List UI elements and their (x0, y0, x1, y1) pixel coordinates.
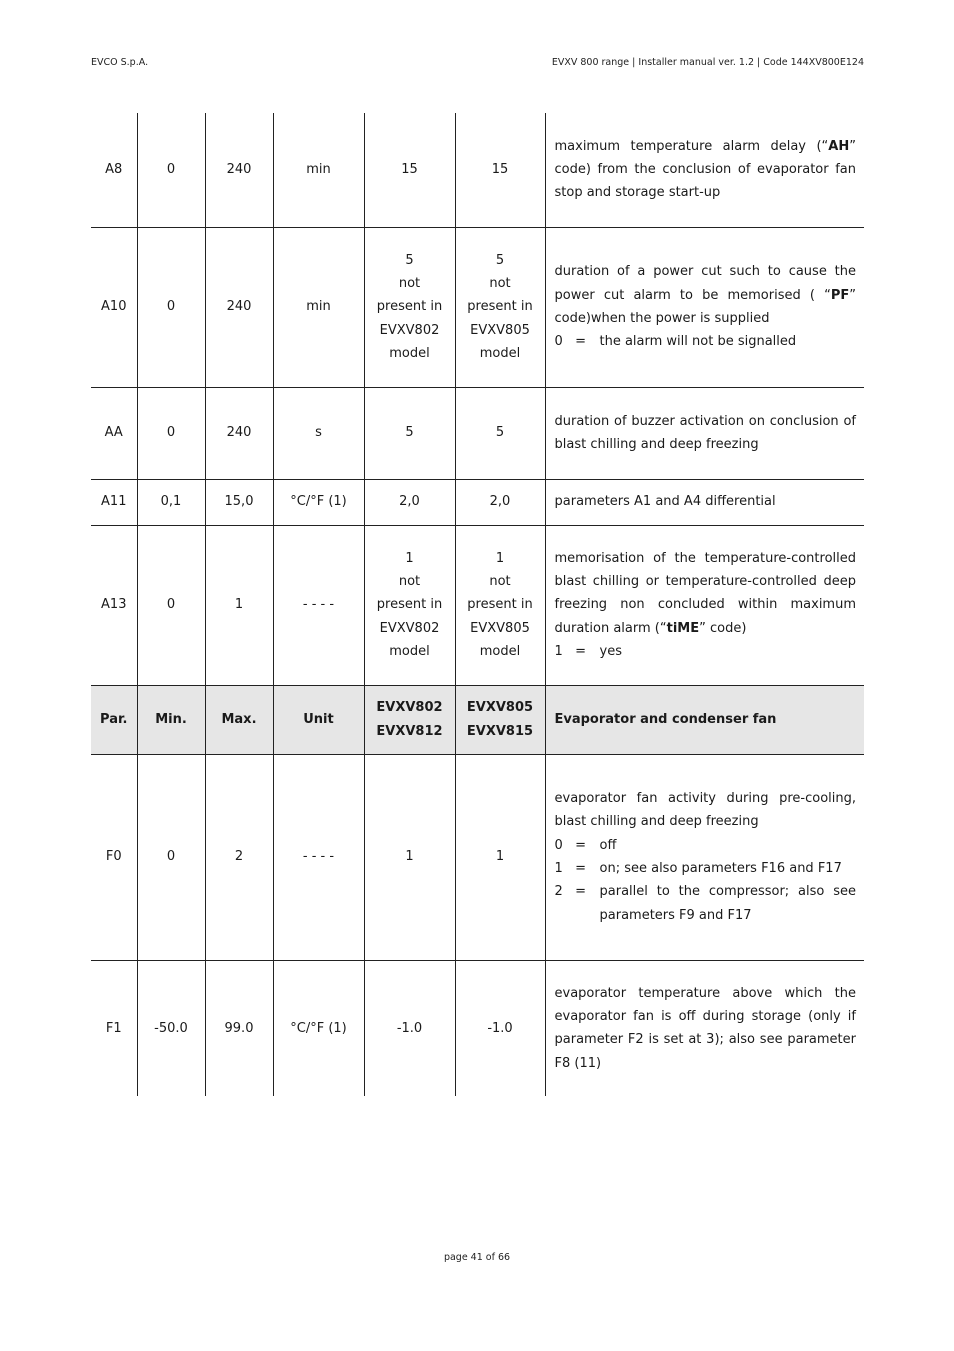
param-code: F1 (105, 1020, 122, 1036)
param-default-evxv802: 5 not present in EVXV802 model (364, 227, 455, 387)
column-header-evxv802: EVXV802 EVXV812 (364, 685, 455, 754)
param-unit: min (273, 113, 364, 227)
param-min: 0 (137, 113, 205, 227)
option-line: 0 = the alarm will not be signalled (554, 334, 797, 350)
param-unit: °C/°F (1) (273, 479, 364, 525)
option-line: 0 = off (554, 837, 617, 853)
option-line: 2 = parallel to the compressor; also see parameters F9 and F17 (554, 884, 856, 923)
column-header-min: Min. (137, 685, 205, 754)
param-min: 0,1 (137, 479, 205, 525)
header-company: EVCO S.p.A. (91, 57, 149, 68)
param-max: 1 (205, 525, 273, 685)
column-header-unit: Unit (273, 685, 364, 754)
column-header-evxv805: EVXV805 EVXV815 (455, 685, 545, 754)
param-max: 240 (205, 227, 273, 387)
section-title: Evaporator and condenser fan (545, 685, 864, 754)
param-code: AA (104, 425, 123, 441)
param-max: 99.0 (205, 960, 273, 1096)
table-row-a10 (91, 227, 864, 387)
column-header-max: Max. (205, 685, 273, 754)
alarm-code: AH (828, 138, 850, 154)
param-description: maximum temperature alarm delay (“AH” code) from the conclusion of evaporator fan stop and storage start-up (545, 113, 864, 227)
param-description: duration of buzzer activation on conclusion of blast chilling and deep freezing (545, 387, 864, 479)
alarm-code: tiME (666, 620, 700, 636)
header-document-title: EVXV 800 range | Installer manual ver. 1.2 | Code 144XV800E124 (551, 57, 864, 68)
param-code: F0 (105, 849, 122, 865)
parameters-table (91, 113, 864, 1096)
param-default-evxv805: 15 (455, 113, 545, 227)
param-min: -50.0 (137, 960, 205, 1096)
param-code: A13 (101, 597, 127, 613)
column-header-par: Par. (91, 685, 137, 754)
table-row-a11 (91, 479, 864, 525)
page-number: page 41 of 66 (443, 1252, 511, 1263)
param-default-evxv802: 15 (364, 113, 455, 227)
param-code: A8 (105, 162, 123, 178)
param-default-evxv802: 1 (364, 754, 455, 960)
param-default-evxv805: 2,0 (455, 479, 545, 525)
param-default-evxv805: 5 (455, 387, 545, 479)
table-row-f0 (91, 754, 864, 960)
param-description: evaporator fan activity during pre-cooling, blast chilling and deep freezing 0 = off 1 = on; see also parameters F16 and F17 2 = parallel to the compressor; also see parameters F9 and F17 (545, 754, 864, 960)
param-default-evxv805: 1 (455, 754, 545, 960)
param-min: 0 (137, 754, 205, 960)
param-default-evxv802: 1 not present in EVXV802 model (364, 525, 455, 685)
option-line: 1 = on; see also parameters F16 and F17 (554, 861, 842, 876)
param-description: evaporator temperature above which the evaporator fan is off during storage (only if parameter F2 is set at 3); also see parameter F8 (11) (545, 960, 864, 1096)
alarm-code: PF (830, 287, 850, 303)
param-min: 0 (137, 387, 205, 479)
param-max: 240 (205, 113, 273, 227)
param-code: A10 (101, 299, 127, 315)
param-default-evxv802: 2,0 (364, 479, 455, 525)
option-line: 1 = yes (554, 643, 622, 659)
param-unit: - - - - (273, 754, 364, 960)
table-row-a8 (91, 113, 864, 227)
table-row-f1 (91, 960, 864, 1096)
param-min: 0 (137, 227, 205, 387)
section-header-row (91, 685, 864, 754)
param-max: 240 (205, 387, 273, 479)
table-row-a13 (91, 525, 864, 685)
param-max: 2 (205, 754, 273, 960)
param-description: duration of a power cut such to cause the power cut alarm to be memorised ( “PF” code)when the power is supplied 0 = the alarm will not be signalled (545, 227, 864, 387)
param-unit: s (273, 387, 364, 479)
param-unit: - - - - (273, 525, 364, 685)
param-min: 0 (137, 525, 205, 685)
param-default-evxv805: 5 not present in EVXV805 model (455, 227, 545, 387)
param-max: 15,0 (205, 479, 273, 525)
param-description: parameters A1 and A4 differential (545, 479, 864, 525)
param-unit: °C/°F (1) (273, 960, 364, 1096)
param-default-evxv802: -1.0 (364, 960, 455, 1096)
param-default-evxv805: 1 not present in EVXV805 model (455, 525, 545, 685)
param-default-evxv802: 5 (364, 387, 455, 479)
param-unit: min (273, 227, 364, 387)
table-row-aa (91, 387, 864, 479)
param-code: A11 (101, 494, 127, 510)
param-default-evxv805: -1.0 (455, 960, 545, 1096)
param-description: memorisation of the temperature-controlled blast chilling or temperature-controlled deep freezing non concluded within maximum duration alarm (“tiME” code) 1 = yes (545, 525, 864, 685)
